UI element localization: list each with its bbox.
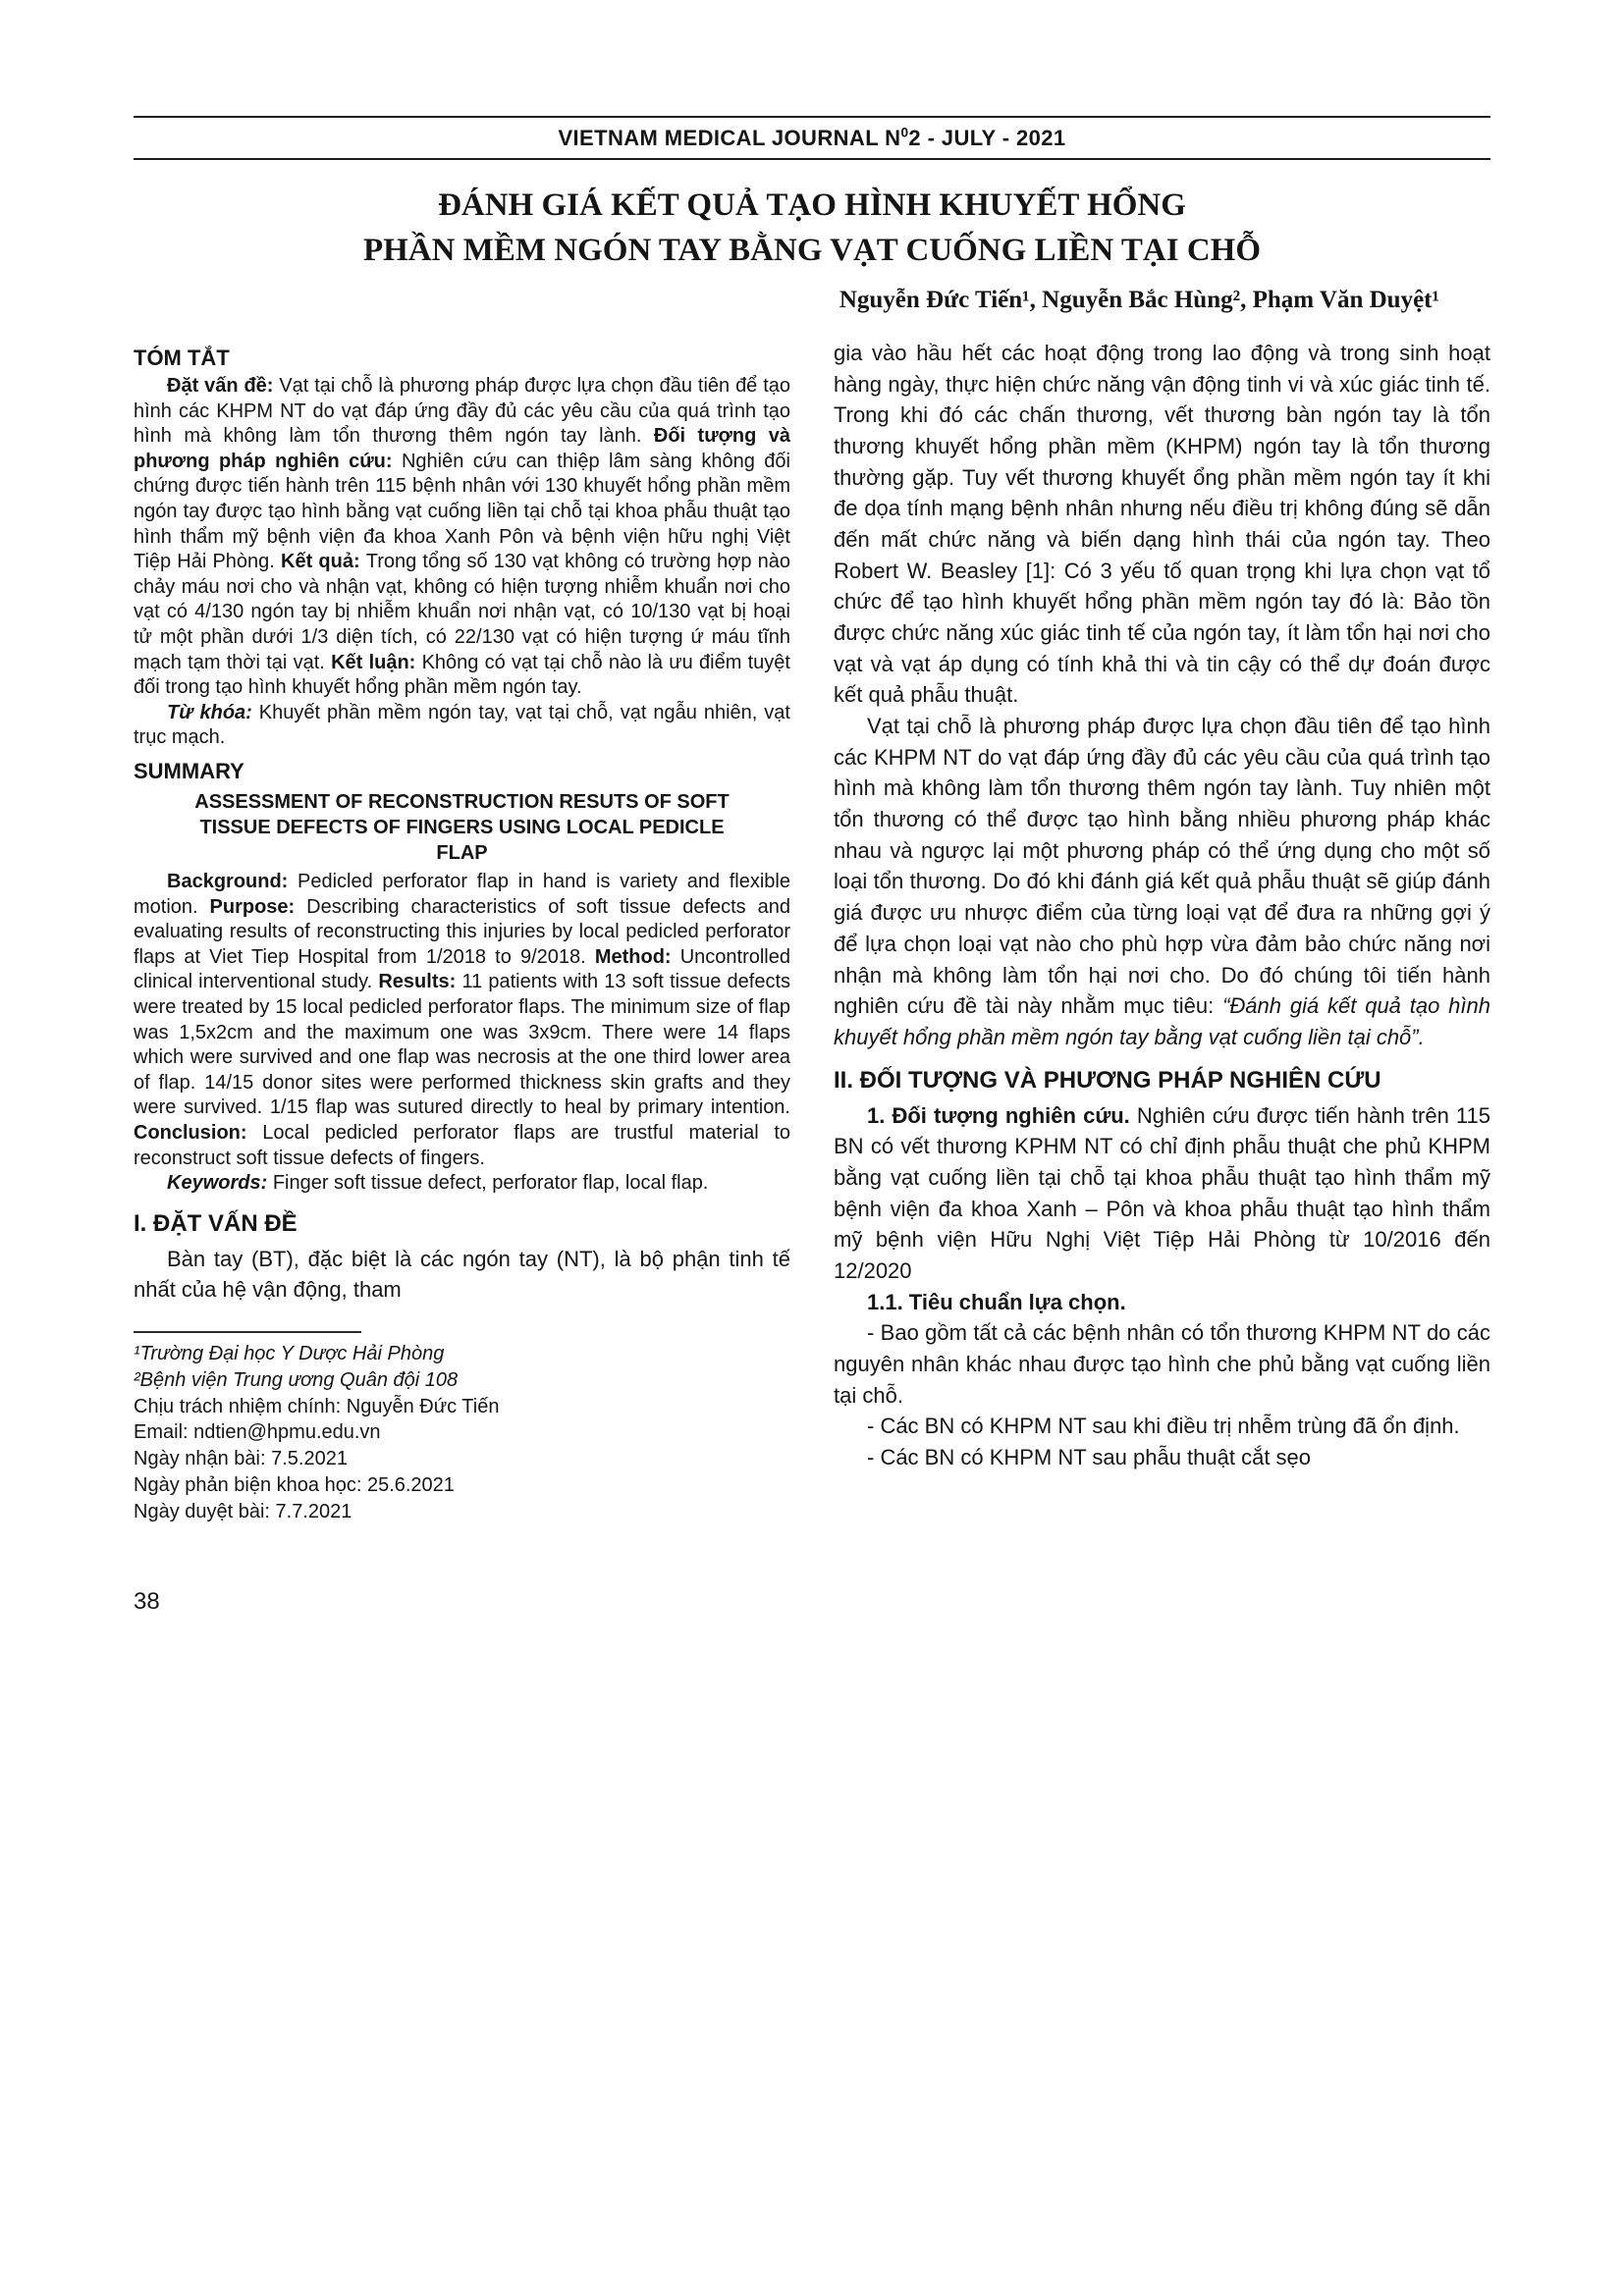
journal-header [134,116,1490,160]
footnote-affiliation-2: ²Bệnh viện Trung ương Quân đội 108 [134,1368,459,1391]
left-column [134,338,790,1525]
keywords-en-paragraph: Keywords: Finger soft tissue defect, perforator flap, local flap. [167,1172,709,1195]
intro-continuation-paragraph: gia vào hầu hết các hoạt động trong lao động và trong sinh hoạt hàng ngày, thực hiện chức năng vận động tinh vi và xúc giác tinh tế. Trong khi đó các chấn thương, vết thương bàn ngón tay là tổn thương khuyết hổng phần mềm (KHPM) ngón tay là tổn thương thường gặp. Tuy vết thương khuyết ổng phần mềm ngón tay ít khi đe dọa tính mạng bệnh nhân nhưng nếu điều trị không đúng sẽ dẫn đến mất chức năng và biến dạng hình thái của ngón tay. Theo Robert W. Beasley [1]: Có 3 yếu tố quan trọng khi lựa chọn vạt tổ chức để tạo hình khuyết hổng phần mềm ngón tay đó là: Bảo tồn được chức năng xúc giác tinh tế của ngón tay, ít làm tổn hại nơi cho vạt và vạt áp dụng có tính khả thi và tin cậy có thể dự đoán được kết quả phẫu thuật. [834,341,1490,708]
abstract-paragraph: Đặt vấn đề: Vạt tại chỗ là phương pháp được lựa chọn đầu tiên để tạo hình các KHPM NT do vạt đáp ứng đầy đủ các yêu cầu của quá trình tạo hình mà không làm tổn thương thêm ngón tay lành. Đối tượng và phương pháp nghiên cứu: Nghiên cứu can thiệp lâm sàng không đối chứng được tiến hành trên 115 bệnh nhân với 130 khuyết hổng phần mềm ngón tay được tạo hình bằng vạt cuống liền tại chỗ tại khoa phẫu thuật tạo hình thẩm mỹ bệnh viện đa khoa Xanh Pôn và bệnh viện hữu nghị Việt Tiệp Hải Phòng. Kết quả: Trong tổng số 130 vạt không có trường hợp nào chảy máu nơi cho và nhận vạt, không có hiện tượng nhiễm khuẩn nơi cho vạt có 4/130 ngón tay bị nhiễm khuẩn nơi nhận vạt, có 10/130 vạt bị hoại tử một phần dưới 1/3 diện tích, có 22/130 vạt có hiện tượng ứ máu tĩnh mạch tạm thời tại vạt. Kết luận: Không có vạt tại chỗ nào là ưu điểm tuyệt đối trong tạo hình khuyết hổng phần mềm ngón tay. [134,375,791,699]
criteria-item-2: - Các BN có KHPM NT sau khi điều trị nhễm trùng đã ổn định. [867,1414,1460,1439]
two-column-body [134,338,1490,1525]
selection-criteria-heading: 1.1. Tiêu chuẩn lựa chọn. [867,1289,1126,1314]
journal-header-text: VIETNAM MEDICAL JOURNAL $N^02$ - JULY - 2021 [558,125,1066,150]
footnote-date-received: Ngày nhận bài: 7.5.2021 [134,1448,348,1470]
footnote-date-accepted: Ngày duyệt bài: 7.7.2021 [134,1500,352,1522]
paper-title-line2: PHẦN MỀM NGÓN TAY BẰNG VẠT CUỐNG LIỀN TẠI CHỖ [362,232,1262,268]
page-number: 38 [134,1587,160,1615]
footnotes-block [134,1341,790,1525]
summary-paragraph: Background: Pedicled perforator flap in hand is variety and flexible motion. Purpose: Describing characteristics of soft tissue defects and evaluating results of reconstructing this injuries by local pedicled perforator flaps at Viet Tiep Hospital from 1/2018 to 9/2018. Method: Uncontrolled clinical interventional study. Results: 11 patients with 13 soft tissue defects were treated by 15 local pedicled perforator flaps. The minimum size of flap was 1,5x2cm and the maximum one was 3x9cm. There were 14 flaps which were survived and one flap was necrosis at the one third lower area of flap. 14/15 donor sites were performed thickness skin grafts and they were survived. 1/15 flap was sutured directly to heal by primary intention. Conclusion: Local pedicled perforator flaps are trustful material to reconstruct soft tissue defects of fingers. [134,870,791,1169]
section1-paragraph: Bàn tay (BT), đặc biệt là các ngón tay (NT), là bộ phận tinh tế nhất của hệ vận động, tham [134,1246,790,1303]
summary-english-title: ASSESSMENT OF RECONSTRUCTION RESUTS OF SOFT TISSUE DEFECTS OF FINGERS USING LOCAL PEDICLE FLAP [194,790,730,864]
footnote-affiliation-1: ¹Trường Đại học Y Dược Hải Phòng [134,1343,445,1365]
authors-line: Nguyễn Đức Tiến¹, Nguyễn Bắc Hùng², Phạm Văn Duyệt¹ [839,287,1439,314]
subjects-paragraph: 1. Đối tượng nghiên cứu. Nghiên cứu được tiến hành trên 115 BN có vết thương KPHM NT có chỉ định phẫu thuật che phủ KHPM bằng vạt cuống liền tại chỗ tại khoa phẫu thuật tạo hình thẩm mỹ bệnh viện đa khoa Xanh – Pôn và khoa phẫu thuật tạo hình thẩm mỹ bệnh viện Hữu Nghị Việt Tiệp Hải Phòng từ 10/2016 đến 12/2020 [834,1102,1490,1283]
paper-title [134,184,1490,273]
section2-heading: II. ĐỐI TƯỢNG VÀ PHƯƠNG PHÁP NGHIÊN CỨU [834,1066,1381,1094]
right-column [834,338,1490,1525]
section1-heading: I. ĐẶT VẤN ĐỀ [134,1209,298,1237]
footnote-date-reviewed: Ngày phản biện khoa học: 25.6.2021 [134,1474,455,1497]
footnote-separator [134,1331,361,1333]
criteria-item-3: - Các BN có KHPM NT sau phẫu thuật cắt sẹo [867,1444,1312,1469]
footnote-email: Email: ndtien@hpmu.edu.vn [134,1421,381,1444]
keywords-vi-paragraph: Từ khóa: Khuyết phần mềm ngón tay, vạt tại chỗ, vạt ngẫu nhiên, vạt trục mạch. [134,701,790,749]
criteria-item-1: - Bao gồm tất cả các bệnh nhân có tổn thương KHPM NT do các nguyên nhân khác nhau được tạo hình che phủ bằng vạt cuống liền tại chỗ. [834,1320,1490,1408]
footnote-corresponding-author: Chịu trách nhiệm chính: Nguyễn Đức Tiến [134,1395,500,1417]
intro-objective-paragraph: Vạt tại chỗ là phương pháp được lựa chọn đầu tiên để tạo hình các KHPM NT do vạt đáp ứng đầy đủ các yêu cầu của quá trình tạo hình mà không làm tổn thương thêm ngón tay lành. Tuy nhiên một tổn thương có thể được tạo hình bằng nhiều phương pháp khác nhau và ngược lại một phương pháp có thể ứng dụng cho một số loại tổn thương. Do đó khi đánh giá kết quả phẫu thuật sẽ giúp đánh giá được ưu nhược điểm của từng loại vạt để đưa ra những gợi ý để lựa chọn loại vạt nào cho phù hợp vừa đảm bảo chức năng nơi nhận mà không làm tổn hại nơi cho. Do đó chúng tôi tiến hành nghiên cứu đề tài này nhằm mục tiêu: “Đánh giá kết quả tạo hình khuyết hổng phần mềm ngón tay bằng vạt cuống liền tại chỗ”. [834,714,1490,1049]
paper-title-line1: ĐÁNH GIÁ KẾT QUẢ TẠO HÌNH KHUYẾT HỔNG [438,187,1186,223]
summary-heading: SUMMARY [134,758,244,783]
tom-tat-heading: TÓM TẮT [134,346,230,371]
